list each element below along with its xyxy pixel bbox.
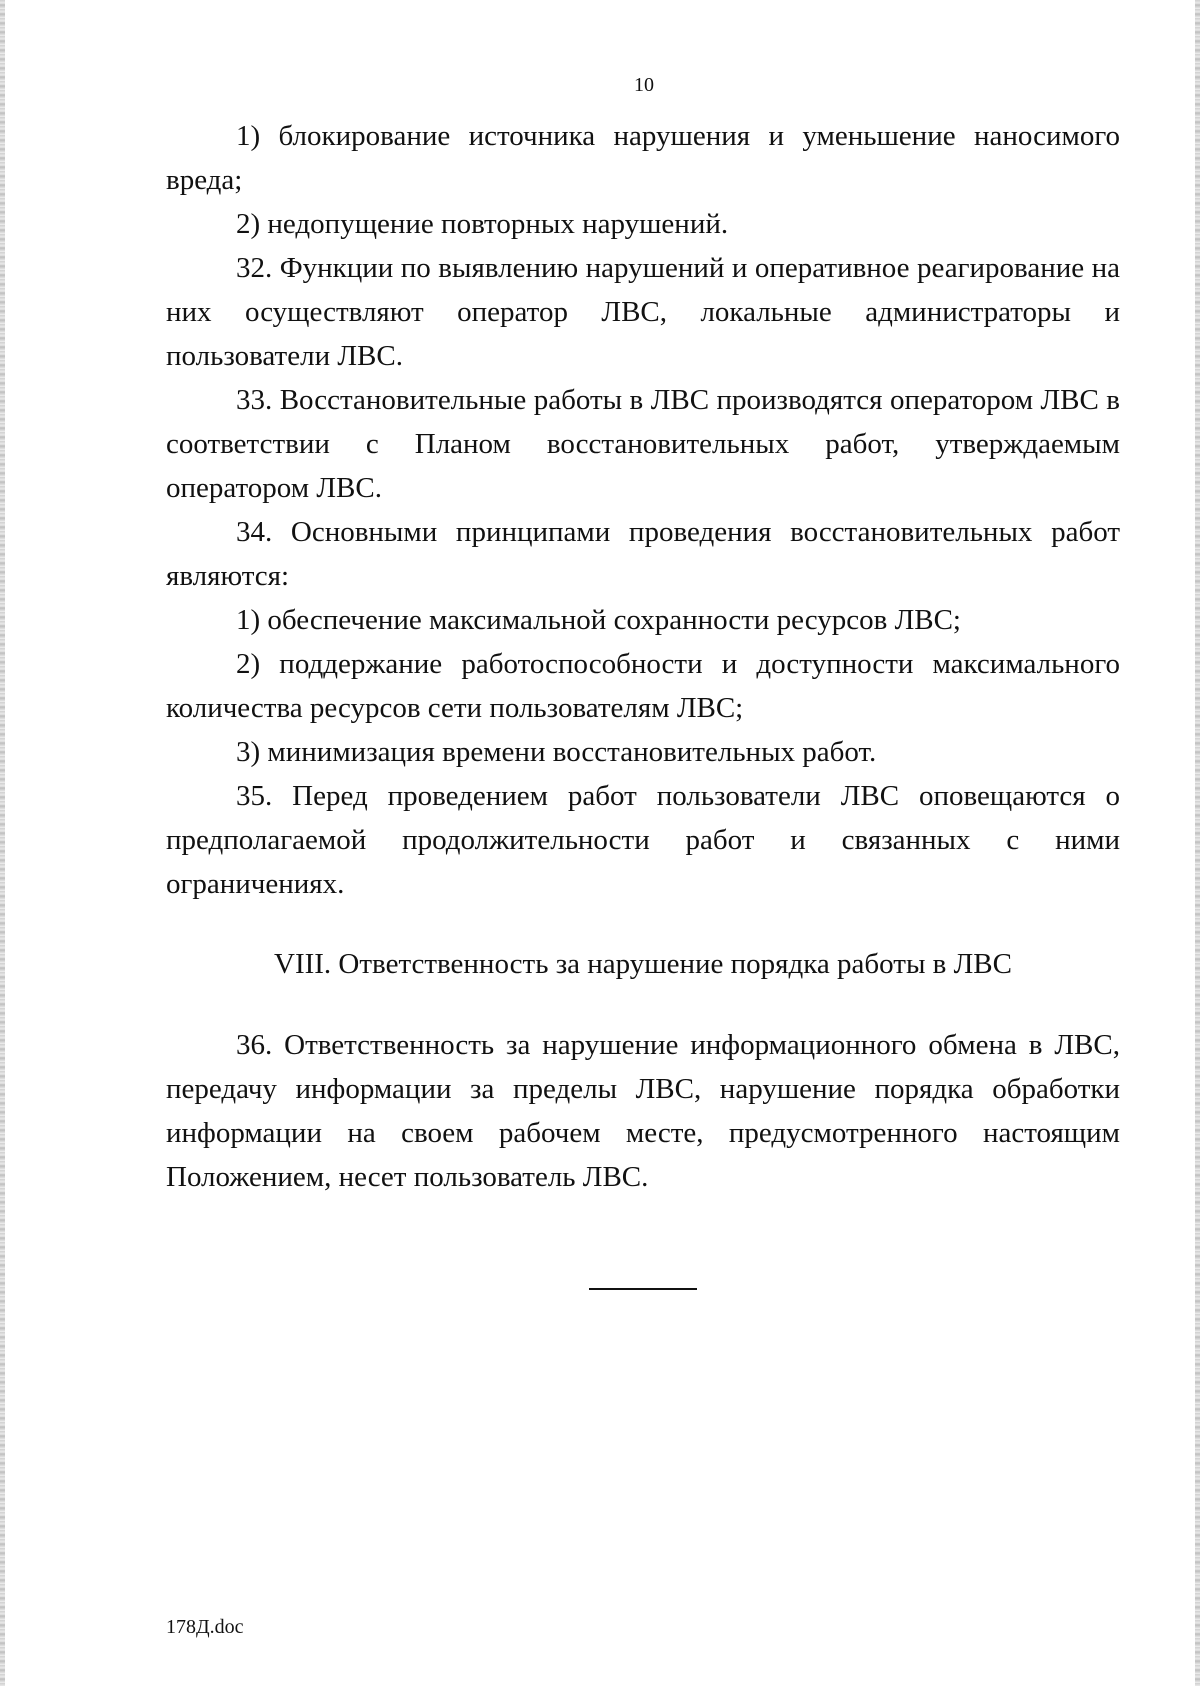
end-of-document-rule — [589, 1288, 697, 1290]
scan-edge-right — [1195, 0, 1200, 1686]
clause-35: 35. Перед проведением работ пользователи ЛВС оповещаются о предполагаемой продолжительности работ и связанных с ними ограничениях. — [166, 780, 1120, 900]
list-item: 2) поддержание работоспособности и доступности максимального количества ресурсов сети пользователям ЛВС; — [166, 648, 1120, 724]
list-item: 3) минимизация времени восстановительных работ. — [236, 736, 877, 768]
list-item: 2) недопущение повторных нарушений. — [236, 208, 729, 240]
scan-edge-left — [0, 0, 5, 1686]
clause-36: 36. Ответственность за нарушение информационного обмена в ЛВС, передачу информации за пределы ЛВС, нарушение порядка обработки информации на своем рабочем месте, предусмотренного настоящим Положением, несет пользователь ЛВС. — [166, 1029, 1120, 1193]
section-heading: VIII. Ответственность за нарушение порядка работы в ЛВС — [274, 948, 1012, 980]
page-number: 10 — [634, 74, 654, 96]
clause-34: 34. Основными принципами проведения восстановительных работ являются: — [166, 516, 1120, 592]
footer-filename: 178Д.doc — [166, 1616, 244, 1638]
clause-32: 32. Функции по выявлению нарушений и оперативное реагирование на них осуществляют оператор ЛВС, локальные администраторы и пользователи ЛВС. — [166, 252, 1120, 372]
list-item: 1) блокирование источника нарушения и уменьшение наносимого вреда; — [166, 120, 1120, 196]
document-body — [166, 114, 1120, 1199]
clause-33: 33. Восстановительные работы в ЛВС производятся оператором ЛВС в соответствии с Планом восстановительных работ, утверждаемым оператором ЛВС. — [166, 384, 1120, 504]
list-item: 1) обеспечение максимальной сохранности ресурсов ЛВС; — [236, 604, 961, 636]
